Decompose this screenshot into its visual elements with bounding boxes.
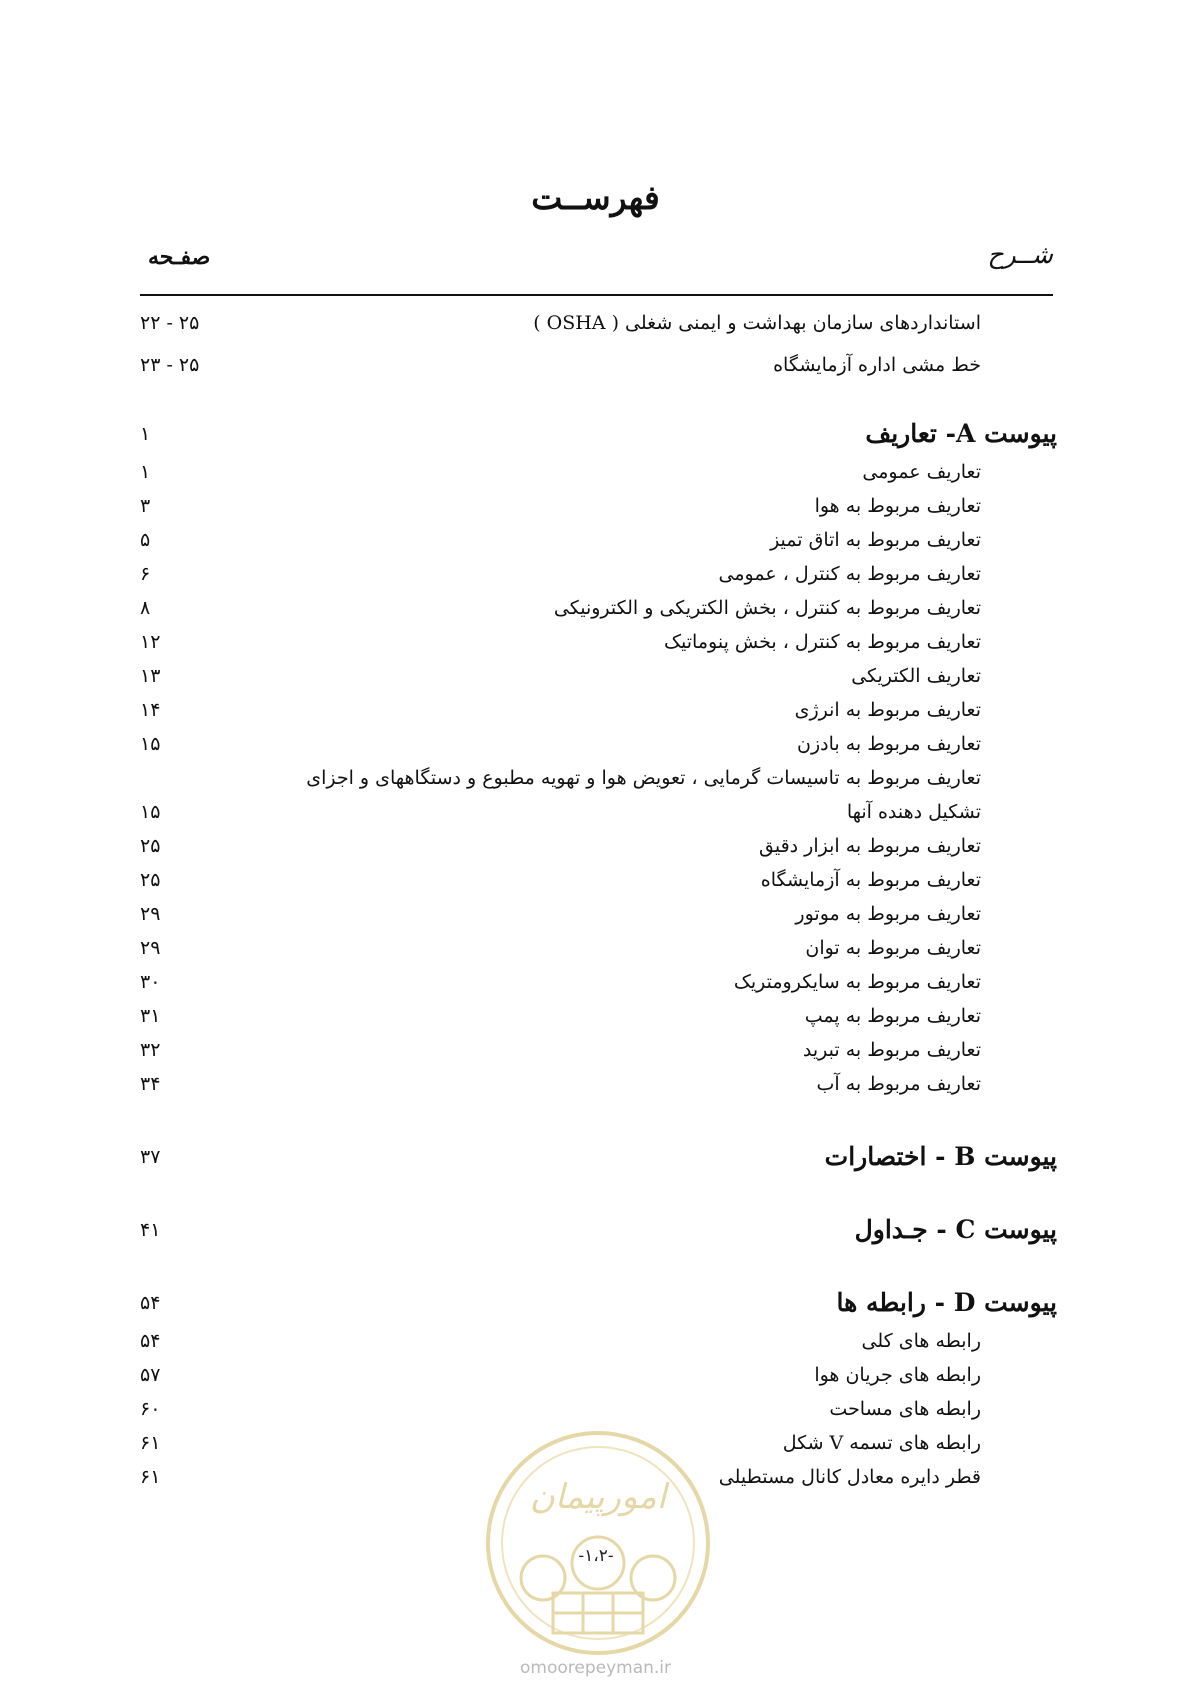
toc-entry-page: ۳۰ [140, 971, 161, 993]
toc-entry [0, 559, 1191, 593]
toc-entry-page: ۲۹ [140, 937, 161, 959]
toc-entry [0, 729, 1191, 763]
toc-entry-text: تعاریف مربوط به کنترل ، عمومی [718, 563, 981, 585]
toc-entry [0, 865, 1191, 899]
toc-entry-page: ۲۲ - ۲۵ [140, 312, 200, 334]
toc-entry-text: تعاریف مربوط به بادزن [797, 733, 981, 755]
toc-entry-text: تعاریف مربوط به کنترل ، بخش پنوماتیک [664, 631, 981, 653]
toc-entry [0, 967, 1191, 1001]
toc-entry [0, 350, 1191, 384]
toc-entry [0, 1069, 1191, 1103]
toc-entry [0, 695, 1191, 729]
toc-entry [0, 933, 1191, 967]
toc-heading-text: پیوست C - جـداول [854, 1215, 1057, 1244]
column-header-description: شــرح [987, 240, 1053, 269]
toc-entry [0, 1326, 1191, 1360]
toc-entry-text: رابطه های تسمه V شکل [782, 1432, 981, 1454]
toc-section-heading [0, 1288, 1191, 1322]
toc-entry [0, 1035, 1191, 1069]
toc-entry [0, 457, 1191, 491]
toc-section-heading [0, 419, 1191, 453]
toc-entry-text: تعاریف مربوط به موتور [795, 903, 981, 925]
toc-entry-page: ۵۴ [140, 1330, 161, 1352]
toc-entry-page: ۳۱ [140, 1005, 161, 1027]
toc-entry-page: ۸ [140, 597, 151, 619]
toc-entry [0, 525, 1191, 559]
toc-entry [0, 763, 1191, 797]
toc-entry-text: تعاریف مربوط به تاسیسات گرمایی ، تعویض هوا و تهویه مطبوع و دستگاههای و اجزای [306, 767, 981, 789]
toc-entry-text: تعاریف مربوط به پمپ [804, 1005, 981, 1027]
toc-entry [0, 661, 1191, 695]
toc-entry-text: تعاریف مربوط به تبرید [802, 1039, 981, 1061]
toc-entry [0, 491, 1191, 525]
watermark-text: امورپیمان [529, 1477, 667, 1517]
toc-heading-text: پیوست D - رابطه ها [836, 1288, 1057, 1317]
toc-entry-page: ۶۱ [140, 1432, 161, 1454]
watermark-seal-logo [483, 1428, 713, 1658]
toc-entry-page: ۵ [140, 529, 151, 551]
toc-entry-page: ۱ [140, 423, 151, 445]
toc-entry-page: ۳۲ [140, 1039, 161, 1061]
toc-entry-page: ۳ [140, 495, 151, 517]
toc-entry-text: تعاریف مربوط به انرژی [794, 699, 981, 721]
toc-entry-page: ۲۵ [140, 869, 161, 891]
toc-entry-page: ۱۵ [140, 801, 161, 823]
header-rule [140, 294, 1053, 296]
toc-entry-text: تعاریف مربوط به اتاق تمیز [770, 529, 981, 551]
toc-entry-page: ۶۱ [140, 1466, 161, 1488]
toc-entry [0, 593, 1191, 627]
toc-entry [0, 797, 1191, 831]
toc-entry-text: رابطه های جریان هوا [814, 1364, 981, 1386]
footer-url: omoorepeyman.ir [519, 1658, 672, 1678]
toc-entry-page: ۶۰ [140, 1398, 161, 1420]
toc-entry-page: ۱۲ [140, 631, 161, 653]
toc-entry-text: قطر دایره معادل کانال مستطیلی [718, 1466, 981, 1488]
toc-entry [0, 1360, 1191, 1394]
toc-entry [0, 831, 1191, 865]
toc-entry-text: تعاریف الکتریکی [851, 665, 981, 687]
toc-entry-page: ۲۳ - ۲۵ [140, 354, 200, 376]
toc-entry-page: ۱۴ [140, 699, 161, 721]
toc-entry-text: تعاریف مربوط به هوا [814, 495, 981, 517]
toc-entry-text: تعاریف مربوط به آزمایشگاه [760, 869, 981, 891]
toc-entry [0, 899, 1191, 933]
column-header-page: صفـحه [148, 244, 211, 270]
toc-entry-text: تشکیل دهنده آنها [846, 801, 981, 823]
toc-entry-text: تعاریف عمومی [862, 461, 981, 483]
toc-entry-text: تعاریف مربوط به ابزار دقیق [759, 835, 981, 857]
toc-entry-page: ۱۵ [140, 733, 161, 755]
toc-entry-page: ۲۹ [140, 903, 161, 925]
toc-entry-text: تعاریف مربوط به سایکرومتریک [733, 971, 981, 993]
toc-entry-page: ۳۴ [140, 1073, 161, 1095]
toc-entry-page: ۵۴ [140, 1292, 161, 1314]
toc-section-heading [0, 1142, 1191, 1176]
toc-entry [0, 308, 1191, 342]
page-number: -۱،۲- [578, 1546, 614, 1566]
toc-entry [0, 1394, 1191, 1428]
toc-entry-page: ۱۳ [140, 665, 161, 687]
toc-entry-text: تعاریف مربوط به توان [805, 937, 981, 959]
toc-entry-page: ۳۷ [140, 1146, 161, 1168]
page-title: فهرســت [531, 178, 660, 217]
toc-entry-text: خط مشی اداره آزمایشگاه [773, 354, 981, 376]
toc-entry-text: تعاریف مربوط به آب [816, 1073, 981, 1095]
toc-entry-page: ۶ [140, 563, 151, 585]
toc-entry-text: استانداردهای سازمان بهداشت و ایمنی شغلی ( OSHA ) [533, 312, 981, 334]
toc-entry-page: ۴۱ [140, 1219, 161, 1241]
toc-entry-text: تعاریف مربوط به کنترل ، بخش الکتریکی و الکترونیکی [553, 597, 981, 619]
toc-entry-page: ۵۷ [140, 1364, 161, 1386]
toc-entry-text: رابطه های مساحت [829, 1398, 981, 1420]
toc-entry [0, 627, 1191, 661]
toc-entry-page: ۱ [140, 461, 151, 483]
toc-heading-text: پیوست B - اختصارات [824, 1142, 1057, 1171]
toc-entry-page: ۲۵ [140, 835, 161, 857]
toc-entry-text: رابطه های کلی [861, 1330, 981, 1352]
toc-entry [0, 1001, 1191, 1035]
toc-section-heading [0, 1215, 1191, 1249]
toc-heading-text: پیوست A- تعاریف [865, 419, 1057, 448]
